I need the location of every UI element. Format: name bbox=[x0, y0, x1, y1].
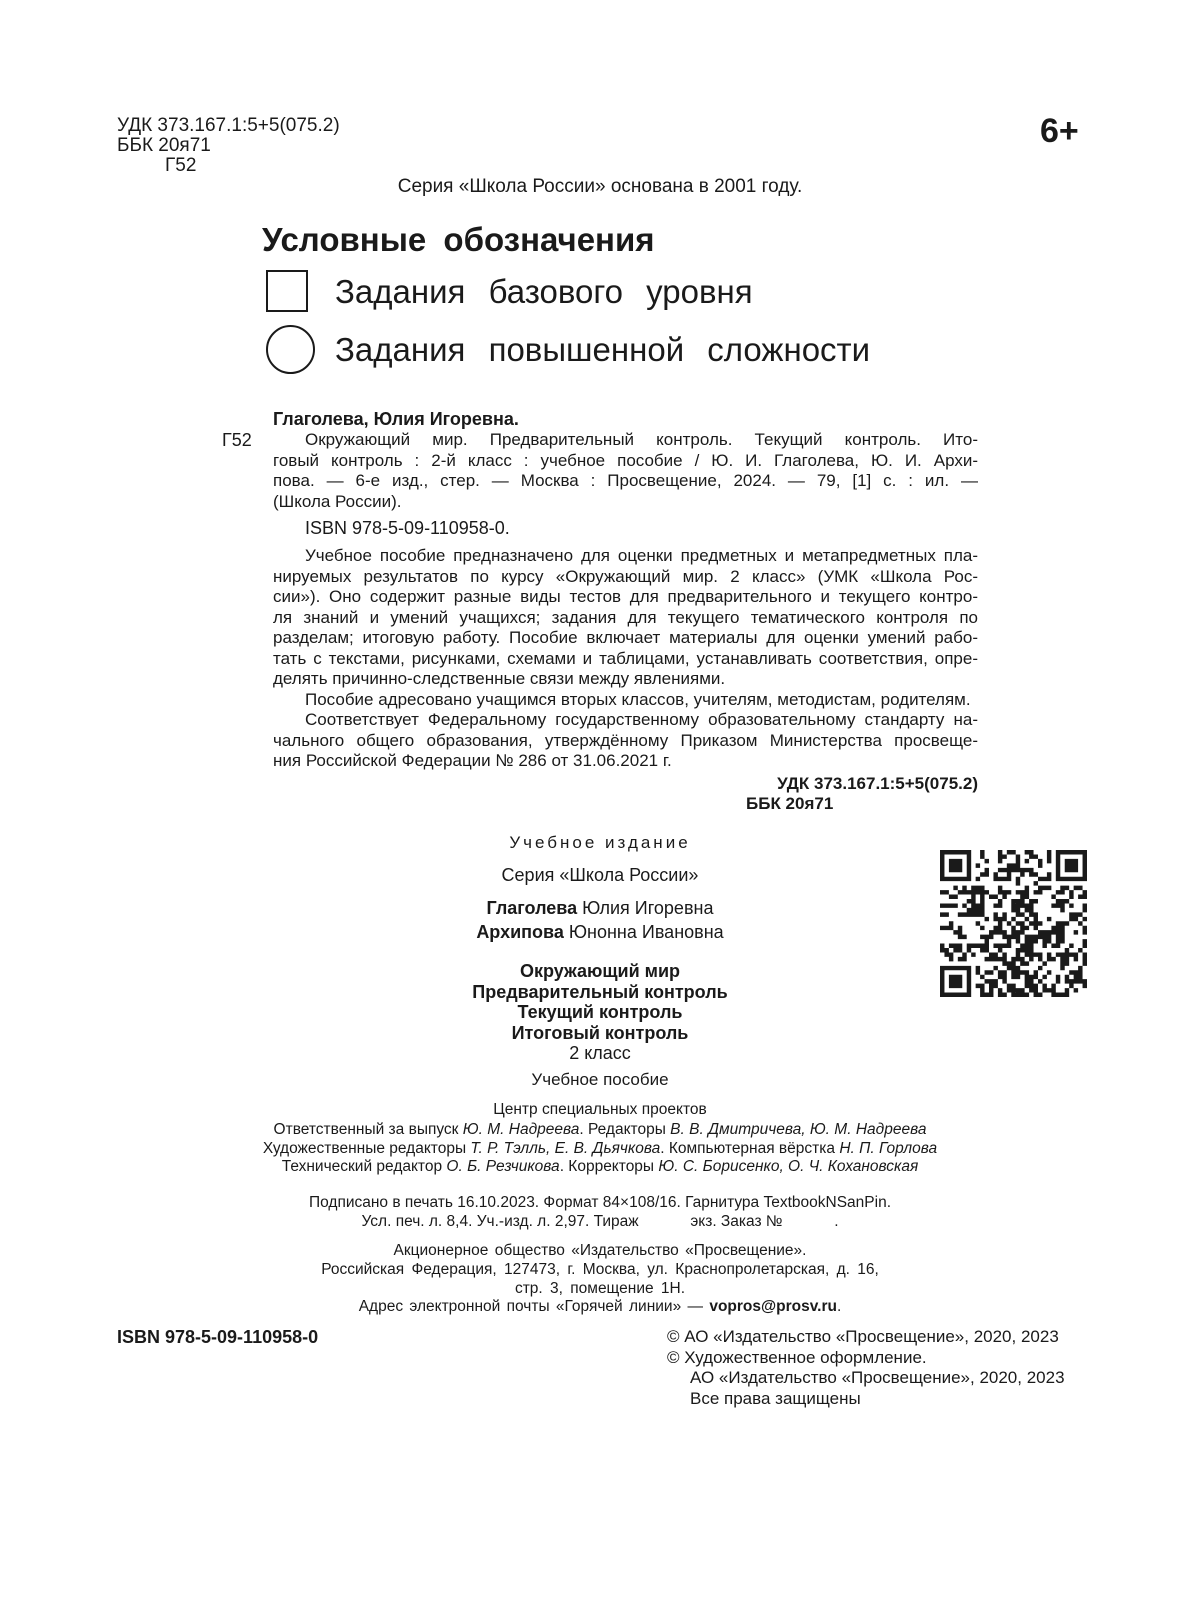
print-info-1: Подписано в печать 16.10.2023. Формат 84×108/16. Гарнитура TextbookNSanPin. bbox=[308, 1194, 891, 1211]
credit-name: Н. П. Горлова bbox=[839, 1139, 938, 1157]
catalog-isbn: ISBN 978-5-09-110958-0. bbox=[305, 518, 510, 538]
publisher-line-2: Российская Федерация, 127473, г. Москва, ул. Краснопролетарская, д. 16, bbox=[321, 1261, 879, 1278]
bbk-code: ББК 20я71 bbox=[117, 135, 211, 156]
credit-role: . Компьютерная вёрстка bbox=[660, 1139, 840, 1157]
catalog-author: Глаголева, Юлия Игоревна. bbox=[273, 409, 519, 429]
udk-code: УДК 373.167.1:5+5(075.2) bbox=[117, 115, 340, 136]
annotation-line: сии»). Оно содержит разные виды тестов для предварительного и текущего контро- bbox=[273, 587, 978, 606]
annotation-line: Учебное пособие предназначено для оценки предметных и метапредметных пла- bbox=[305, 546, 978, 565]
annotation-line: нируемых результатов по курсу «Окружающий мир. 2 класс» (УМК «Школа Рос- bbox=[273, 566, 978, 586]
title-line-2: Предварительный контроль bbox=[472, 982, 728, 1002]
title-line-4: Итоговый контроль bbox=[511, 1023, 689, 1043]
publisher-line-3: стр. 3, помещение 1Н. bbox=[514, 1280, 686, 1297]
annotation-line: Соответствует Федеральному государственному образовательному стандарту на- bbox=[305, 710, 978, 729]
catalog-line: пова. — 6-е изд., стер. — Москва : Просвещение, 2024. — 79, [1] с. : ил. — bbox=[273, 471, 978, 491]
catalog-bbk: ББК 20я71 bbox=[746, 794, 834, 813]
imprint-series: Серия «Школа России» bbox=[501, 865, 699, 885]
age-rating: 6+ bbox=[1040, 112, 1079, 150]
credit-role: Технический редактор bbox=[281, 1158, 447, 1175]
credit-role: . Редакторы bbox=[579, 1121, 671, 1138]
imprint-author-2 bbox=[200, 923, 1000, 941]
rights-reserved: Все права защищены bbox=[690, 1389, 861, 1408]
email-link[interactable]: vopros@prosv.ru bbox=[709, 1298, 837, 1315]
credit-role: Ответственный за выпуск bbox=[273, 1121, 463, 1138]
project-center: Центр специальных проектов bbox=[493, 1101, 707, 1118]
footer-isbn: ISBN 978-5-09-110958-0 bbox=[117, 1327, 319, 1347]
catalog-line: говый контроль : 2-й класс : учебное пособие / Ю. И. Глаголева, Ю. И. Архи- bbox=[273, 450, 978, 470]
legend-advanced: Задания повышенной сложности bbox=[335, 331, 871, 368]
credit-name: Ю. С. Борисенко, О. Ч. Кохановская bbox=[658, 1158, 919, 1175]
catalog-line: Окружающий мир. Предварительный контроль. Текущий контроль. Ито- bbox=[305, 430, 978, 449]
credit-line bbox=[200, 1141, 1000, 1157]
title-line-3: Текущий контроль bbox=[517, 1002, 683, 1022]
qr-finder bbox=[940, 850, 971, 881]
author-1-last: Глаголева bbox=[486, 898, 578, 918]
publisher-email-line bbox=[200, 1299, 1000, 1315]
credit-name: О. Б. Резчикова bbox=[446, 1158, 560, 1175]
author-2-first: Юнонна Ивановна bbox=[563, 922, 724, 942]
book-kind: Учебное пособие bbox=[531, 1070, 669, 1089]
credit-line bbox=[200, 1122, 1000, 1138]
publisher-line-1: Акционерное общество «Издательство «Просвещение». bbox=[393, 1242, 807, 1259]
legend-title: Условные обозначения bbox=[262, 221, 655, 258]
email-end: . bbox=[836, 1298, 842, 1315]
copyright-1: © АО «Издательство «Просвещение», 2020, 2023 bbox=[667, 1327, 1059, 1346]
copyright-2: © Художественное оформление. bbox=[667, 1348, 927, 1367]
credit-line bbox=[200, 1159, 1000, 1175]
title-line-1: Окружающий мир bbox=[519, 961, 681, 981]
qr-finder bbox=[940, 966, 971, 997]
credit-role: . Корректоры bbox=[559, 1158, 659, 1175]
annotation-line: разделам; итоговую работу. Пособие включает материалы для оценки умений рабо- bbox=[273, 628, 978, 647]
qr-code bbox=[940, 850, 1087, 997]
annotation-line: тать с текстами, рисунками, схемами и таблицами, устанавливать соответствия, опре- bbox=[273, 648, 978, 668]
copyright-3: АО «Издательство «Просвещение», 2020, 2023 bbox=[690, 1368, 1065, 1387]
circle-icon bbox=[266, 325, 315, 374]
catalog-line: (Школа России). bbox=[273, 492, 402, 512]
print-info-2: Усл. печ. л. 8,4. Уч.-изд. л. 2,97. Тираж экз. Заказ № . bbox=[361, 1213, 839, 1230]
author-1-first: Юлия Игоревна bbox=[577, 898, 714, 918]
annotation-line: ля знаний и умений учащихся; задания для текущего тематического контроля по bbox=[273, 607, 978, 627]
qr-finder bbox=[1056, 850, 1087, 881]
author-2-last: Архипова bbox=[476, 922, 564, 942]
edition-type: Учебное издание bbox=[509, 833, 691, 852]
credit-name: В. В. Дмитричева, Ю. М. Надреева bbox=[670, 1121, 927, 1138]
catalog-code: Г52 bbox=[222, 430, 252, 450]
legend-basic: Задания базового уровня bbox=[335, 273, 753, 310]
annotation-line: Пособие адресовано учащимся вторых классов, учителям, методистам, родителям. bbox=[305, 689, 971, 709]
catalog-udk: УДК 373.167.1:5+5(075.2) bbox=[777, 774, 978, 793]
email-label: Адрес электронной почты «Горячей линии» — bbox=[358, 1298, 710, 1315]
annotation-line: ния Российской Федерации № 286 от 31.06.2021 г. bbox=[273, 751, 672, 770]
author-code: Г52 bbox=[165, 155, 197, 176]
imprint-author-1 bbox=[200, 899, 1000, 917]
square-icon bbox=[266, 270, 308, 312]
credit-name: Ю. М. Надреева bbox=[462, 1121, 580, 1138]
credit-role: Художественные редакторы bbox=[262, 1139, 471, 1157]
annotation-line: делять причинно-следственные связи между явлениями. bbox=[273, 669, 726, 688]
series-note: Серия «Школа России» основана в 2001 году. bbox=[397, 176, 803, 197]
grade: 2 класс bbox=[569, 1043, 631, 1063]
credit-name: Т. Р. Тэлль, Е. В. Дьячкова bbox=[470, 1139, 661, 1157]
annotation-line: чального общего образования, утверждённому Приказом Министерства просвеще- bbox=[273, 730, 978, 750]
